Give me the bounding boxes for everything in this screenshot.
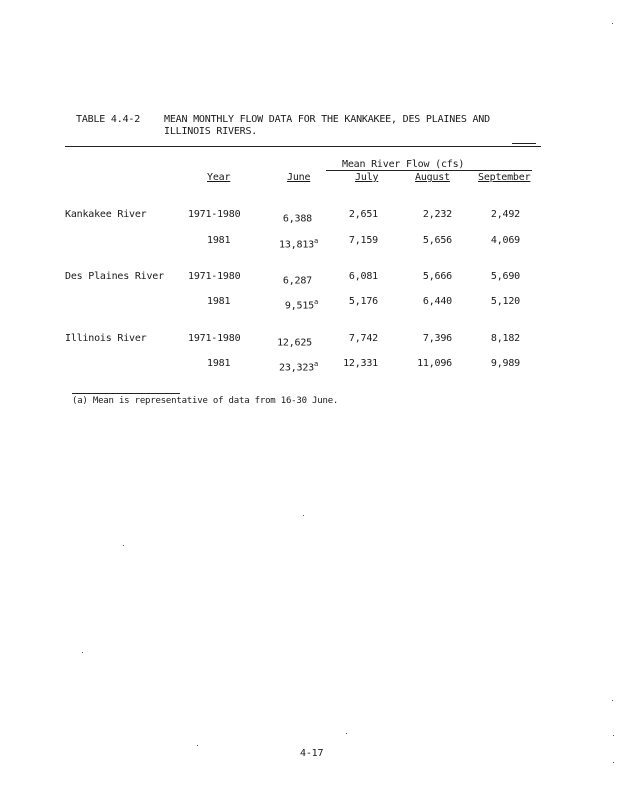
column-header-july: July (355, 172, 379, 183)
september-value: 4,069 (490, 235, 520, 246)
scan-speck (613, 735, 614, 736)
column-header-year: Year (207, 172, 231, 183)
august-value: 5,666 (422, 271, 452, 282)
june-value: 13,813$^a$ (279, 237, 318, 251)
june-value: 23,323$^a$ (279, 360, 318, 374)
july-value: 7,742 (348, 333, 378, 344)
river-name: Des Plaines River (65, 271, 164, 282)
september-value: 9,989 (490, 358, 520, 369)
scan-speck (612, 23, 613, 24)
table-top-rule-tick (512, 143, 536, 144)
year-range: 1971-1980 (188, 333, 241, 344)
june-value: 12,625 (277, 337, 312, 349)
column-header-september: September (478, 172, 531, 183)
scan-speck (612, 700, 613, 701)
year-range: 1981 (207, 358, 231, 369)
august-value: 6,440 (422, 296, 452, 307)
july-value: 5,176 (348, 296, 378, 307)
august-value: 7,396 (422, 333, 452, 344)
september-value: 5,120 (490, 296, 520, 307)
table-caption-line-1: MEAN MONTHLY FLOW DATA FOR THE KANKAKEE, DES PLAINES AND (164, 114, 490, 125)
scan-speck (346, 733, 347, 734)
year-range: 1971-1980 (188, 271, 241, 282)
table-top-rule (65, 146, 541, 147)
page-number: 4-17 (300, 748, 324, 759)
year-range: 1971-1980 (188, 209, 241, 220)
scan-speck (613, 762, 614, 763)
table-caption-line-2: ILLINOIS RIVERS. (164, 126, 258, 137)
july-value: 7,159 (348, 235, 378, 246)
august-value: 11,096 (417, 358, 452, 369)
scan-speck (82, 652, 83, 653)
footnote-rule (72, 393, 180, 394)
june-value: 6,287 (282, 275, 312, 287)
river-name: Illinois River (65, 333, 147, 344)
scan-speck (197, 745, 198, 746)
september-value: 2,492 (490, 209, 520, 220)
september-value: 8,182 (490, 333, 520, 344)
june-value: 6,388 (282, 213, 312, 225)
scan-speck (123, 545, 124, 546)
year-range: 1981 (207, 296, 231, 307)
scan-speck (303, 515, 304, 516)
table-caption-number: TABLE 4.4-2 (76, 114, 141, 125)
river-name: Kankakee River (65, 209, 147, 220)
year-range: 1981 (207, 235, 231, 246)
june-value: 9,515$^a$ (284, 298, 318, 312)
july-value: 6,081 (348, 271, 378, 282)
column-header-august: August (415, 172, 450, 183)
column-group-rule (326, 170, 532, 171)
column-header-june: June (287, 172, 311, 183)
footnote: (a) Mean is representative of data from 16-30 June. (72, 396, 339, 406)
august-value: 5,656 (422, 235, 452, 246)
column-group-header: Mean River Flow (cfs) (342, 159, 465, 170)
september-value: 5,690 (490, 271, 520, 282)
august-value: 2,232 (422, 209, 452, 220)
july-value: 2,651 (348, 209, 378, 220)
july-value: 12,331 (343, 358, 378, 369)
